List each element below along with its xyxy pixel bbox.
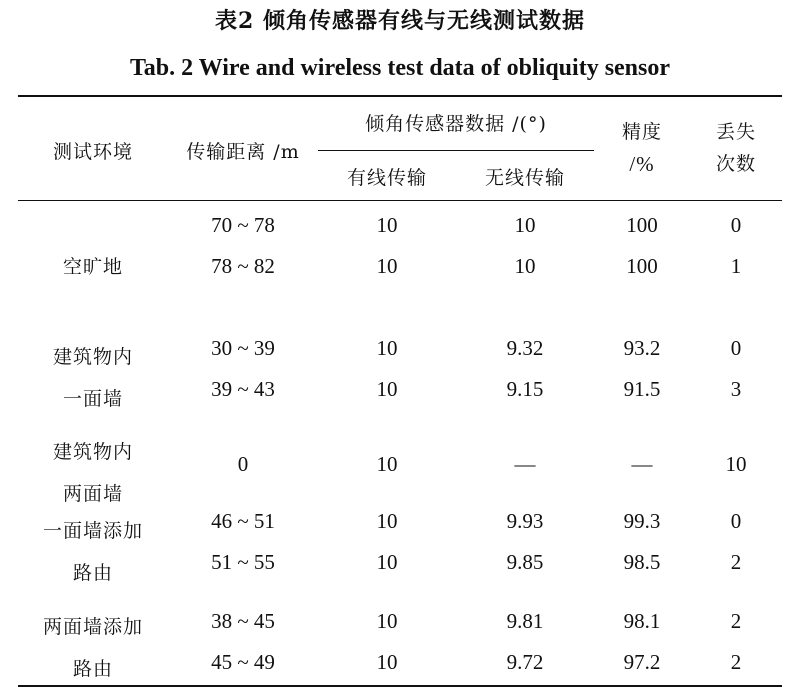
cell-wired: 10: [376, 650, 398, 674]
cell-wireless: 9.32: [506, 336, 544, 360]
group-environment: [18, 510, 168, 594]
cell-accuracy: 98.5: [623, 550, 661, 574]
cell-accuracy: 99.3: [623, 509, 661, 533]
cell-loss: 0: [730, 336, 742, 360]
group-environment: [18, 255, 168, 279]
cell-distance: 38 ~ 45: [211, 609, 275, 633]
environment-line: 两面墙添加: [42, 616, 143, 638]
header-loss-line1: 丢失: [715, 121, 756, 143]
environment-line: 路由: [72, 562, 113, 584]
header-sub-rule: [318, 150, 594, 151]
cell-distance: 0: [237, 452, 249, 476]
cell-loss: 2: [730, 550, 742, 574]
cell-loss: 10: [725, 452, 747, 476]
cell-wired: 10: [376, 509, 398, 533]
cell-accuracy: 91.5: [623, 377, 661, 401]
environment-line: 建筑物内: [52, 346, 133, 368]
header-bottom-rule: [18, 200, 782, 201]
cell-distance: 78 ~ 82: [211, 254, 275, 278]
cell-wired: 10: [376, 213, 398, 237]
cell-distance: 51 ~ 55: [211, 550, 275, 574]
cell-accuracy: —: [631, 452, 653, 476]
table-title-cn: 表2 倾角传感器有线与无线测试数据: [215, 8, 585, 34]
cell-distance: 46 ~ 51: [211, 509, 275, 533]
cell-loss: 2: [730, 650, 742, 674]
cell-accuracy: 100: [626, 254, 658, 278]
cell-wireless: 10: [514, 254, 536, 278]
cell-wired: 10: [376, 254, 398, 278]
cell-loss: 0: [730, 213, 742, 237]
header-angle-group: 倾角传感器数据 /(°): [365, 113, 547, 135]
cell-loss: 0: [730, 509, 742, 533]
cell-loss: 3: [730, 377, 742, 401]
environment-line: 路由: [72, 658, 113, 680]
table-title-en: Tab. 2 Wire and wireless test data of obliquity sensor: [129, 55, 671, 81]
cell-wireless: 10: [514, 213, 536, 237]
cell-loss: 2: [730, 609, 742, 633]
header-environment: 测试环境: [52, 141, 133, 163]
group-environment: [18, 336, 168, 420]
header-accuracy: [594, 120, 690, 176]
top-rule: [18, 95, 782, 97]
cell-accuracy: 100: [626, 213, 658, 237]
cell-wired: 10: [376, 609, 398, 633]
cell-wireless: 9.81: [506, 609, 544, 633]
cell-wired: 10: [376, 452, 398, 476]
header-accuracy-line1: 精度: [621, 121, 662, 143]
header-distance: 传输距离 /m: [186, 141, 300, 163]
header-wired: 有线传输: [346, 167, 427, 189]
cell-wireless: —: [514, 452, 536, 476]
header-accuracy-line2: /%: [629, 152, 655, 176]
cell-wireless: 9.15: [506, 377, 544, 401]
environment-line: 空旷地: [62, 256, 123, 278]
cell-accuracy: 98.1: [623, 609, 661, 633]
cell-accuracy: 93.2: [623, 336, 661, 360]
environment-line: 一面墙: [62, 388, 123, 410]
cell-wireless: 9.93: [506, 509, 544, 533]
cell-wired: 10: [376, 550, 398, 574]
cell-wired: 10: [376, 336, 398, 360]
cell-accuracy: 97.2: [623, 650, 661, 674]
header-wireless: 无线传输: [484, 167, 565, 189]
environment-line: 两面墙: [62, 483, 123, 505]
cell-distance: 30 ~ 39: [211, 336, 275, 360]
cell-loss: 1: [730, 254, 742, 278]
environment-line: 建筑物内: [52, 441, 133, 463]
group-environment: [18, 606, 168, 690]
header-loss: [690, 120, 782, 176]
cell-wireless: 9.85: [506, 550, 544, 574]
cell-wireless: 9.72: [506, 650, 544, 674]
cell-wired: 10: [376, 377, 398, 401]
group-environment: [18, 431, 168, 515]
cell-distance: 45 ~ 49: [211, 650, 275, 674]
cell-distance: 70 ~ 78: [211, 213, 275, 237]
header-loss-line2: 次数: [715, 153, 756, 175]
cell-distance: 39 ~ 43: [211, 377, 275, 401]
environment-line: 一面墙添加: [42, 520, 143, 542]
